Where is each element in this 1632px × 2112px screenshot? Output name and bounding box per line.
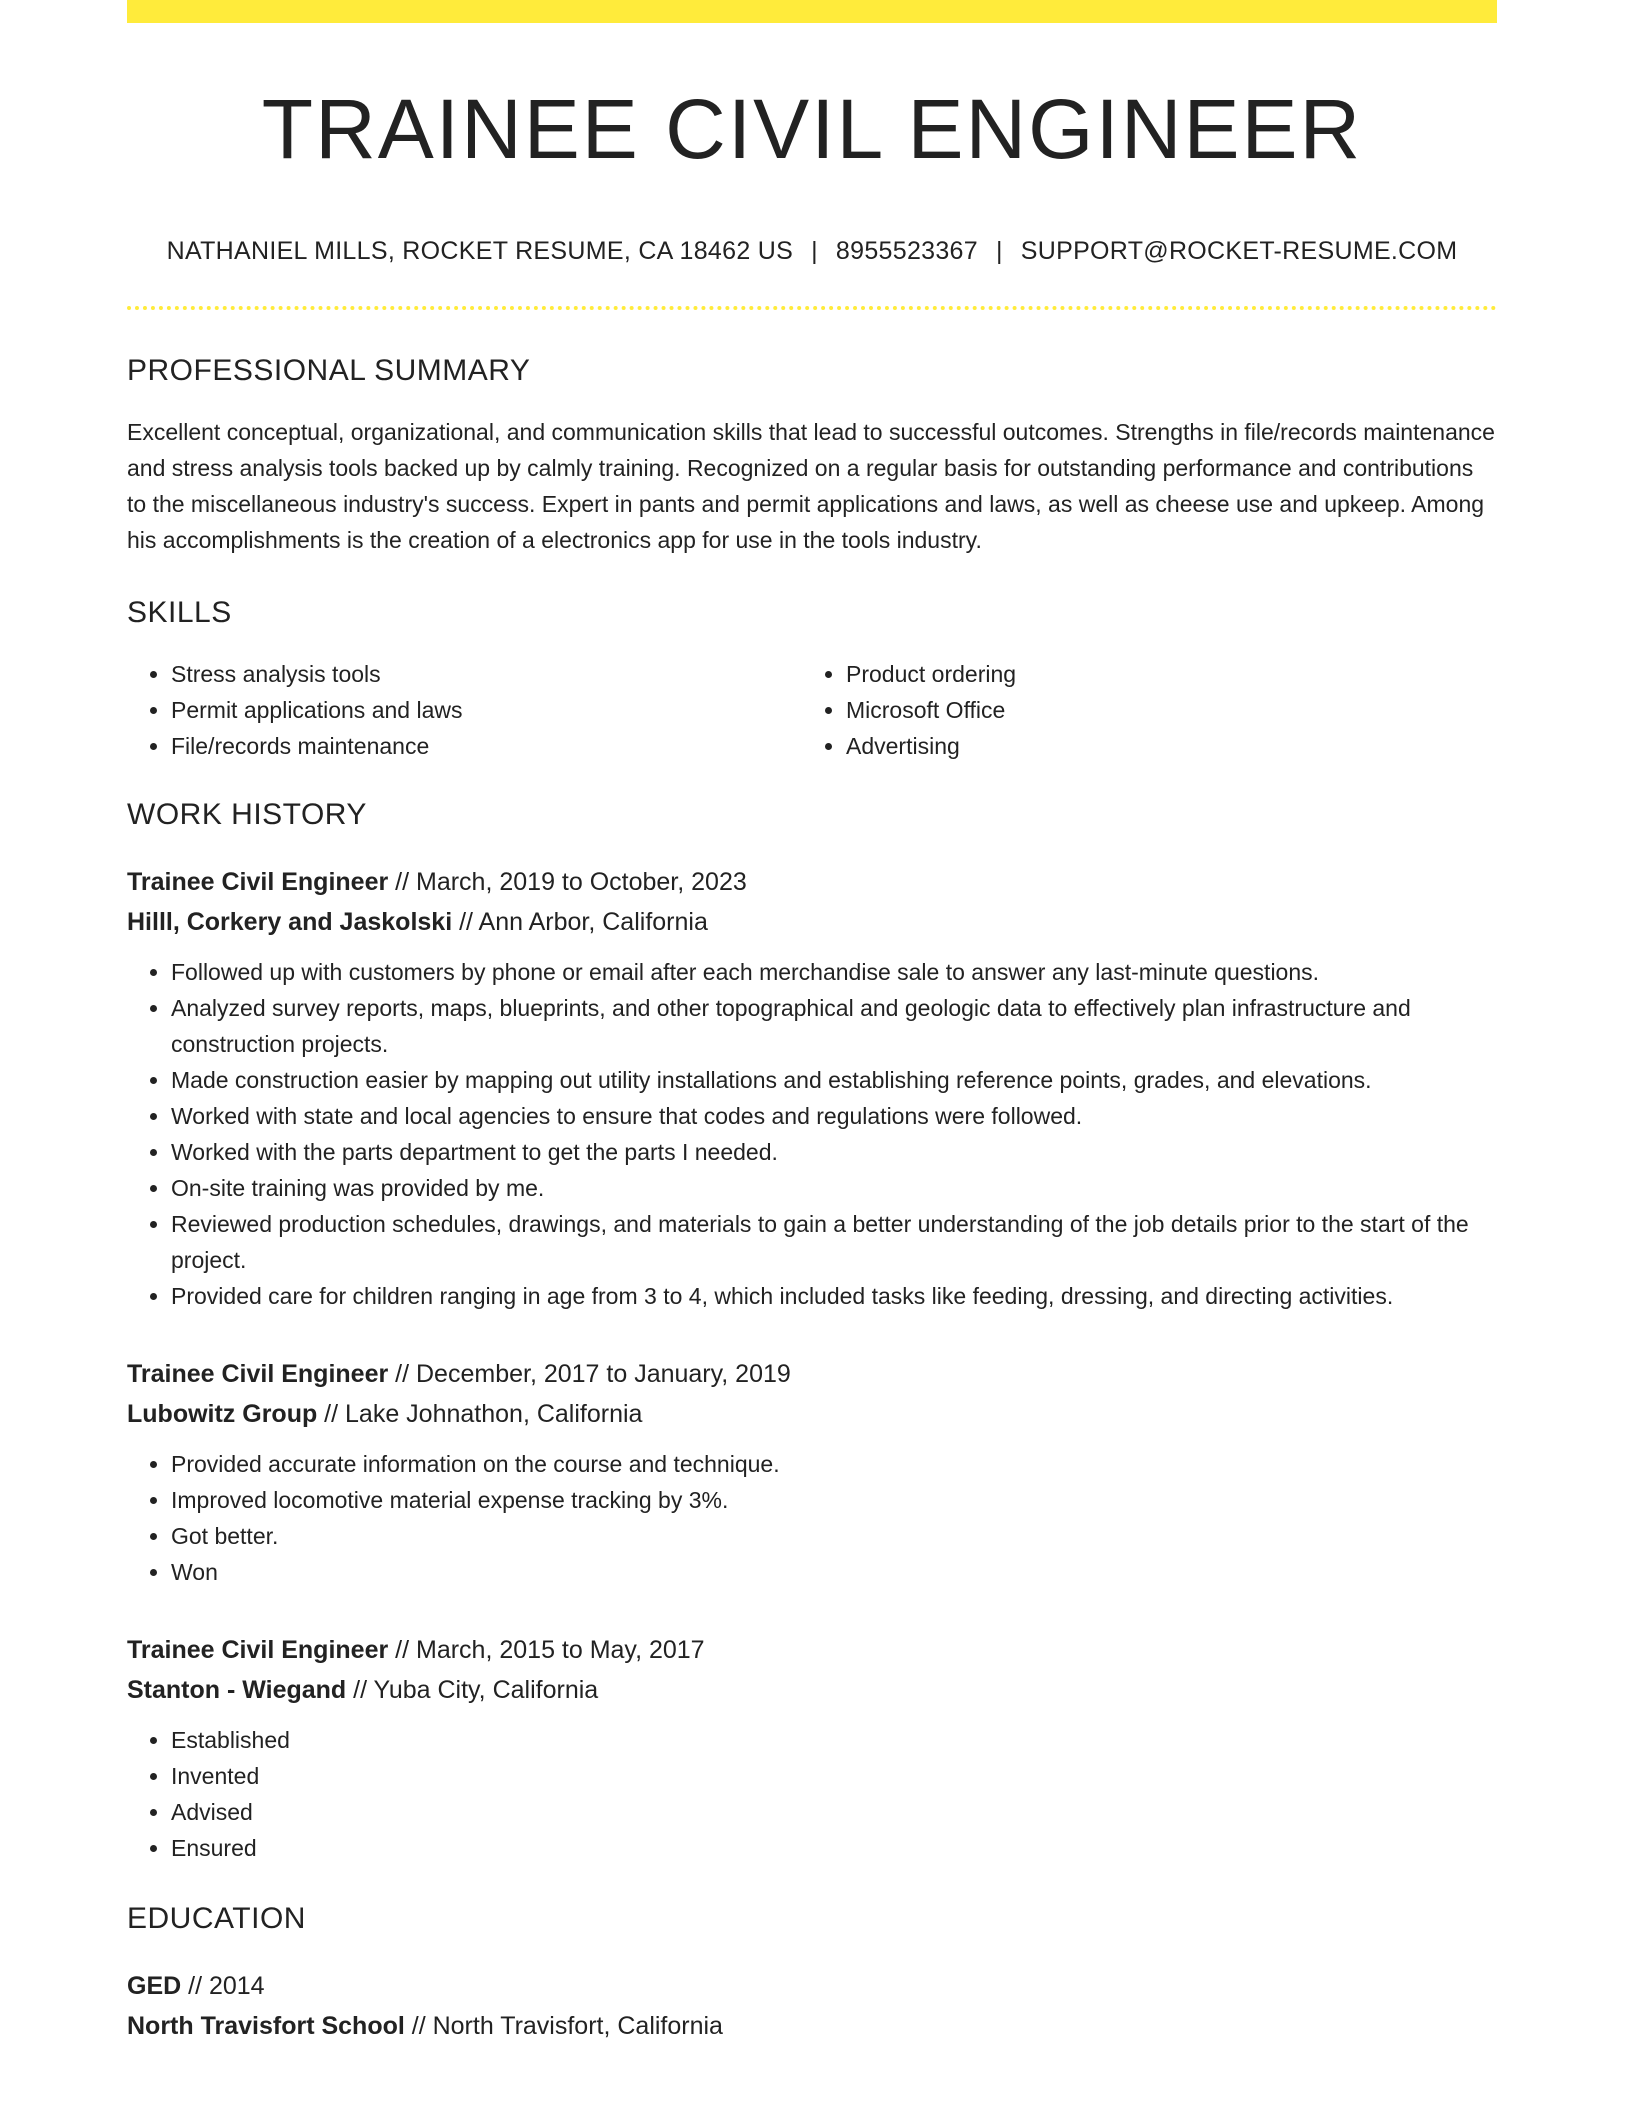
job-bullet: • Reviewed production schedules, drawings, and materials to gain a better understanding of the job details prior to the start of the project. bbox=[171, 1206, 1497, 1278]
education-school: North Travisfort School bbox=[127, 2012, 405, 2041]
skills-list bbox=[127, 656, 1497, 764]
job-dates: // March, 2019 to October, 2023 bbox=[388, 868, 747, 897]
education-year: // 2014 bbox=[181, 1972, 265, 2001]
skills-heading: SKILLS bbox=[127, 596, 232, 630]
job-location: // Lake Johnathon, California bbox=[317, 1400, 643, 1429]
contact-separator: | bbox=[811, 237, 818, 266]
work-history-heading: WORK HISTORY bbox=[127, 798, 367, 832]
contact-line bbox=[127, 237, 1497, 266]
job-role: Trainee Civil Engineer bbox=[127, 1636, 389, 1665]
job-entry bbox=[127, 862, 1497, 1314]
skill-item: • Product ordering bbox=[846, 656, 1477, 692]
job-bullet: • Analyzed survey reports, maps, blueprints, and other topographical and geologic data to effectively plan infrastructure and construction projects. bbox=[171, 990, 1497, 1062]
education-location: // North Travisfort, California bbox=[404, 2012, 723, 2041]
job-dates: // March, 2015 to May, 2017 bbox=[388, 1636, 705, 1665]
job-bullet: • Established bbox=[171, 1722, 1497, 1758]
job-bullet: • Got better. bbox=[171, 1518, 1497, 1554]
job-company: Stanton - Wiegand bbox=[127, 1676, 347, 1705]
header-divider bbox=[127, 306, 1497, 310]
job-entry bbox=[127, 1630, 1497, 1866]
job-bullet: • Invented bbox=[171, 1758, 1497, 1794]
job-bullets bbox=[127, 1446, 1497, 1590]
job-role-line bbox=[127, 862, 1497, 902]
job-role-line bbox=[127, 1630, 1497, 1670]
job-bullet: • Won bbox=[171, 1554, 1497, 1590]
job-bullet: • Provided care for children ranging in age from 3 to 4, which included tasks like feeding, dressing, and directing activities. bbox=[171, 1278, 1497, 1314]
contact-phone: 8955523367 bbox=[835, 237, 978, 266]
summary-text: Excellent conceptual, organizational, and communication skills that lead to successful outcomes. Strengths in file/records maintenance and stress analysis tools backed up by calmly training. Recognized on a regular basis for outstanding performance and contributions to the miscellaneous industry's success. Expert in pants and permit applications and laws, as well as cheese use and upkeep. Among his accomplishments is the creation of a electronics app for use in the tools industry. bbox=[127, 419, 1495, 554]
job-role-line bbox=[127, 1354, 1497, 1394]
job-company-line bbox=[127, 1394, 1497, 1434]
contact-address: NATHANIEL MILLS, ROCKET RESUME, CA 18462 US bbox=[166, 237, 794, 266]
contact-email: SUPPORT@ROCKET-RESUME.COM bbox=[1020, 237, 1458, 266]
summary-heading: PROFESSIONAL SUMMARY bbox=[127, 354, 531, 388]
job-location: // Yuba City, California bbox=[346, 1676, 599, 1705]
job-bullet: • Advised bbox=[171, 1794, 1497, 1830]
job-bullet: • Provided accurate information on the course and technique. bbox=[171, 1446, 1497, 1482]
job-location: // Ann Arbor, California bbox=[452, 908, 708, 937]
job-bullets bbox=[127, 954, 1497, 1314]
job-company: Hilll, Corkery and Jaskolski bbox=[127, 908, 453, 937]
education-degree: GED bbox=[127, 1972, 182, 2001]
skill-item: • Microsoft Office bbox=[846, 692, 1477, 728]
job-role: Trainee Civil Engineer bbox=[127, 868, 389, 897]
skills-column-right bbox=[802, 656, 1477, 764]
skill-item: • Stress analysis tools bbox=[171, 656, 802, 692]
contact-separator: | bbox=[995, 237, 1003, 266]
job-bullet: • Ensured bbox=[171, 1830, 1497, 1866]
education-entry bbox=[127, 1966, 1497, 2046]
education-degree-line bbox=[127, 1966, 1497, 2006]
job-bullet: • Made construction easier by mapping out utility installations and establishing reference points, grades, and elevations. bbox=[171, 1062, 1497, 1098]
job-bullet: • Improved locomotive material expense tracking by 3%. bbox=[171, 1482, 1497, 1518]
skill-item: • Permit applications and laws bbox=[171, 692, 802, 728]
skill-item: • File/records maintenance bbox=[171, 728, 802, 764]
job-dates: // December, 2017 to January, 2019 bbox=[388, 1360, 791, 1389]
education-heading: EDUCATION bbox=[127, 1902, 306, 1936]
job-bullet: • Worked with state and local agencies to ensure that codes and regulations were followed. bbox=[171, 1098, 1497, 1134]
job-bullet: • Followed up with customers by phone or email after each merchandise sale to answer any last-minute questions. bbox=[171, 954, 1497, 990]
resume-page bbox=[127, 0, 1497, 2046]
job-bullet: • On-site training was provided by me. bbox=[171, 1170, 1497, 1206]
job-company: Lubowitz Group bbox=[127, 1400, 318, 1429]
job-role: Trainee Civil Engineer bbox=[127, 1360, 389, 1389]
job-bullet: • Worked with the parts department to get the parts I needed. bbox=[171, 1134, 1497, 1170]
job-bullets bbox=[127, 1722, 1497, 1866]
education-school-line bbox=[127, 2006, 1497, 2046]
accent-top-bar bbox=[127, 0, 1497, 23]
job-company-line bbox=[127, 902, 1497, 942]
job-company-line bbox=[127, 1670, 1497, 1710]
skill-item: • Advertising bbox=[846, 728, 1477, 764]
job-entry bbox=[127, 1354, 1497, 1590]
skills-column-left bbox=[127, 656, 802, 764]
resume-title: TRAINEE CIVIL ENGINEER bbox=[261, 82, 1363, 176]
